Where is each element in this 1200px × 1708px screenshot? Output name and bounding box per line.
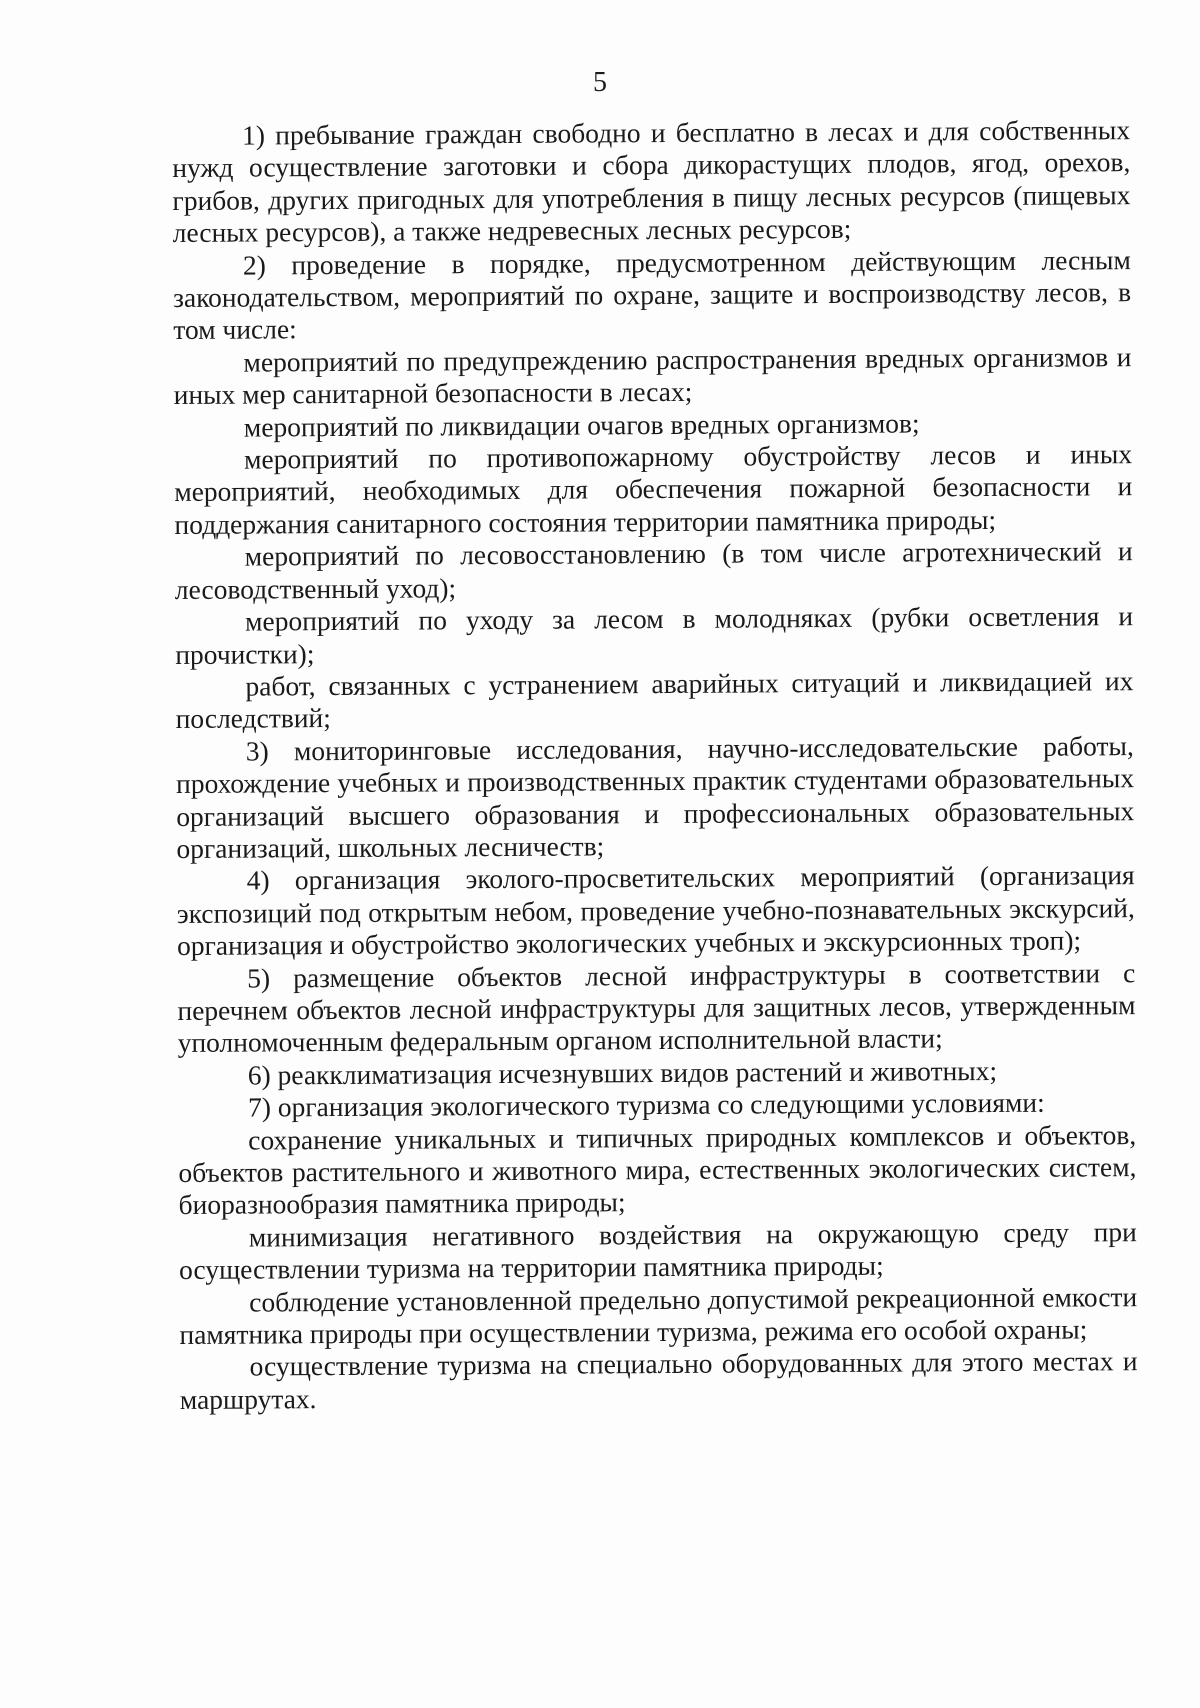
paragraph-subitem-reforestation: мероприятий по лесовосстановлению (в том числе агротехнический и лесоводственный уход);	[174, 535, 1133, 605]
paragraph-item-7: 7) организация экологического туризма со следующими условиями:	[247, 1086, 1045, 1123]
paragraph-item-1: 1) пребывание граждан свободно и бесплатно в лесах и для собственных нужд осуществление заготовки и сбора дикорастущих плодов, ягод, орехов, грибов, других пригодных для употребления в пищу лесных ресурсов (пищевых лесных ресурсов), а также недревесных лесных ресурсов;	[172, 114, 1131, 249]
paragraph-item-4: 4) организация эколого-просветительских мероприятий (организация экспозиций под открытым небом, проведение учебно-познавательных экскурсий, организация и обустройство экологических учебных и экскурсионных троп);	[176, 859, 1135, 962]
paragraph-subitem-fire-prevention: мероприятий по противопожарному обустройству лесов и иных мероприятий, необходимых для обеспечения пожарной безопасности и поддержания санитарного состояния территории памятника природы;	[174, 438, 1133, 540]
paragraph-item-6: 6) реакклиматизация исчезнувших видов растений и животных;	[247, 1054, 998, 1091]
paragraph-subitem-emergency-works: работ, связанных с устранением аварийных ситуаций и ликвидацией их последствий;	[175, 665, 1134, 735]
paragraph-subitem-preservation: сохранение уникальных и типичных природных комплексов и объектов, объектов растительного и животного мира, естественных экологических систем, биоразнообразия памятника природы;	[178, 1118, 1137, 1221]
paragraph-subitem-recreational-capacity: соблюдение установленной предельно допустимой рекреационной емкости памятника природы при осуществлении туризма, режима его особой охраны;	[179, 1280, 1138, 1351]
paragraph-subitem-pest-elimination: мероприятий по ликвидации очагов вредных организмов;	[243, 407, 920, 443]
paragraph-subitem-pest-prevention: мероприятий по предупреждению распространения вредных организмов и иных мер санитарной безопасности в лесах;	[173, 340, 1132, 411]
document-body	[172, 114, 1138, 1416]
paragraph-item-2: 2) проведение в порядке, предусмотренном действующим лесным законодательством, мероприятий по охране, защите и воспроизводству лесов, в том числе:	[172, 243, 1132, 346]
page-number: 5	[593, 67, 607, 98]
paragraph-item-5: 5) размещение объектов лесной инфраструктуры в соответствии с перечнем объектов лесной инфраструктуры для защитных лесов, утвержденным уполномоченным федеральным органом исполнительной власти;	[177, 956, 1136, 1059]
paragraph-subitem-young-forest-care: мероприятий по уходу за лесом в молодняках (рубки осветления и прочистки);	[175, 600, 1134, 670]
paragraph-subitem-designated-routes: осуществление туризма на специально оборудованных для этого местах и маршрутах.	[179, 1345, 1138, 1415]
paragraph-subitem-impact-minimization: минимизация негативного воздействия на окружающую среду при осуществлении туризма на территории памятника природы;	[178, 1215, 1137, 1286]
paragraph-item-3: 3) мониторинговые исследования, научно-исследовательские работы, прохождение учебных и производственных практик студентами образовательных организаций высшего образования и профессиональных образовательных организаций, школьных лесничеств;	[175, 729, 1135, 864]
